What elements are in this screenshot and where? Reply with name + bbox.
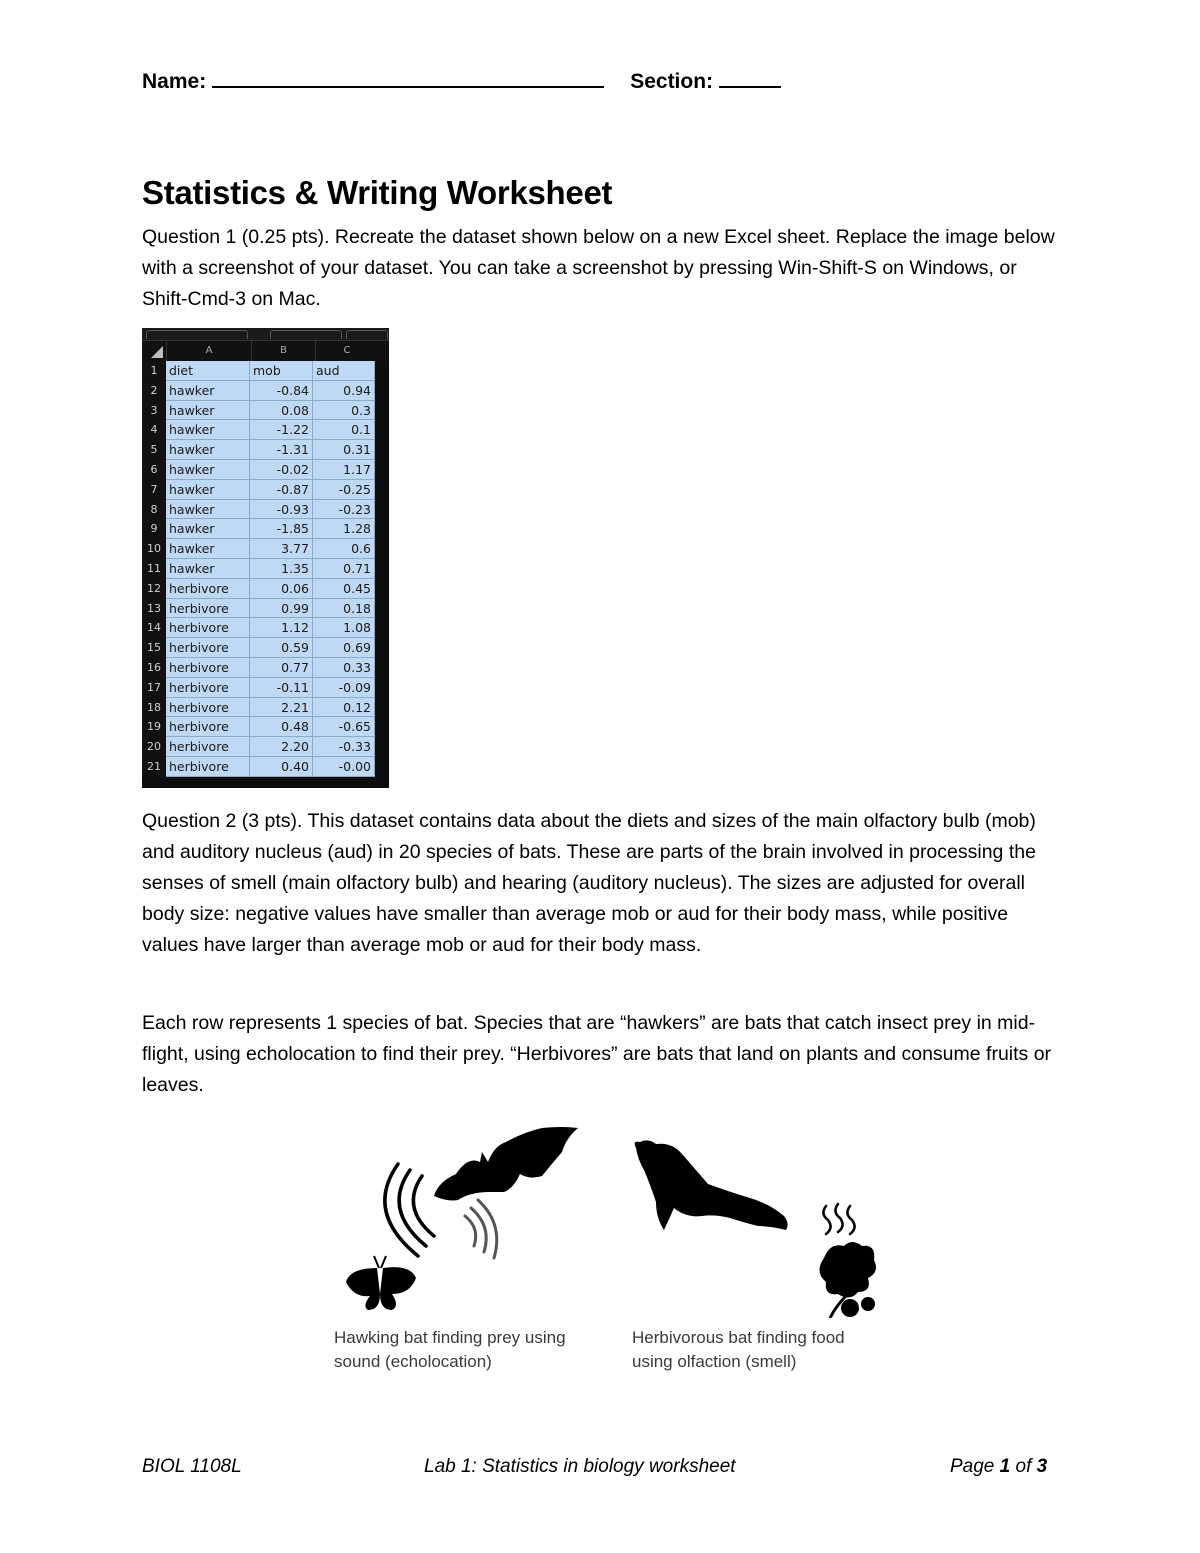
cell-diet: hawker [166,519,250,539]
row-number: 1 [142,361,166,381]
cell-aud: -0.09 [313,678,375,698]
cell-diet: herbivore [166,717,250,737]
echolocation-waves-icon [385,1164,434,1256]
cell-diet: hawker [166,420,250,440]
cell-diet: herbivore [166,638,250,658]
row-number: 20 [142,737,166,757]
caption-hawking-line1: Hawking bat finding prey using [334,1328,566,1347]
table-row [142,737,389,757]
cell-aud: 0.6 [313,539,375,559]
table-row [142,579,389,599]
cell-mob: 0.48 [250,717,313,737]
table-row [142,678,389,698]
table-row [142,500,389,520]
row-number: 2 [142,381,166,401]
sound-return-waves-icon [465,1200,497,1258]
diet-description-text: Each row represents 1 species of bat. Species that are “hawkers” are bats that catch insect prey in mid-flight, using echolocation to find their prey. “Herbivores” are bats that land on plants and consume fruits or leaves. [142,1012,1052,1096]
name-label: Name: [142,70,207,93]
row-number: 17 [142,678,166,698]
cell-diet: herbivore [166,698,250,718]
cell-diet: herbivore [166,658,250,678]
cell-aud: 0.69 [313,638,375,658]
spreadsheet-screenshot [142,328,389,788]
table-row [142,420,389,440]
column-header-a: A [166,341,251,361]
cell-diet: hawker [166,480,250,500]
cell-aud: 0.1 [313,420,375,440]
cell-mob: -0.84 [250,381,313,401]
table-row [142,361,389,381]
cell-aud: -0.25 [313,480,375,500]
cell-aud: 1.28 [313,519,375,539]
row-number: 6 [142,460,166,480]
cell-diet: herbivore [166,599,250,619]
table-row [142,480,389,500]
table-row [142,440,389,460]
cell-aud: 1.08 [313,618,375,638]
row-number: 11 [142,559,166,579]
cell-diet: hawker [166,500,250,520]
row-number: 19 [142,717,166,737]
cell-mob: 1.35 [250,559,313,579]
hawking-bat-icon [434,1127,578,1201]
sheet-toolbar [142,328,389,341]
table-row [142,698,389,718]
cell-diet: herbivore [166,737,250,757]
smell-wisps-icon [823,1204,854,1234]
question-1-text: Question 1 (0.25 pts). Recreate the dataset shown below on a new Excel sheet. Replace the image below with a screenshot of your dataset. You can take a screenshot by pressing Win-Shift-S on Windows, or Shift-Cmd-3 on Mac. [142,226,1055,310]
row-number: 14 [142,618,166,638]
select-all-corner [142,341,166,361]
cell-aud: aud [313,361,375,381]
cell-aud: -0.00 [313,757,375,777]
cell-aud: 0.94 [313,381,375,401]
table-row [142,559,389,579]
row-number: 9 [142,519,166,539]
row-number: 13 [142,599,166,619]
table-row [142,519,389,539]
row-number: 5 [142,440,166,460]
cell-diet: herbivore [166,678,250,698]
cell-mob: 2.21 [250,698,313,718]
row-number: 3 [142,401,166,421]
cell-mob: 1.12 [250,618,313,638]
caption-hawking-line2: sound (echolocation) [334,1352,492,1371]
footer-lab-title: Lab 1: Statistics in biology worksheet [424,1456,736,1477]
table-row [142,757,389,777]
cell-mob: -1.85 [250,519,313,539]
name-section-line [142,70,781,94]
cell-mob: 0.77 [250,658,313,678]
footer-page-number [950,1456,1047,1478]
row-number: 16 [142,658,166,678]
cell-diet: hawker [166,381,250,401]
question-2-text: Question 2 (3 pts). This dataset contains data about the diets and sizes of the main olfactory bulb (mob) and auditory nucleus (aud) in 20 species of bats. These are parts of the brain involved in processing the senses of smell (main olfactory bulb) and hearing (auditory nucleus). The sizes are adjusted for overall body size: negative values have smaller than average mob or aud for their body mass, while positive values have larger than average mob or aud for their body mass. [142,810,1036,956]
page-of: of [1010,1456,1037,1477]
cell-aud: -0.33 [313,737,375,757]
sheet-rows [142,361,389,777]
herbivorous-bat-icon [635,1140,788,1230]
table-row [142,638,389,658]
cell-mob: -1.22 [250,420,313,440]
bat-illustration [330,1118,900,1318]
table-row [142,658,389,678]
caption-herbivorous-line2: using olfaction (smell) [632,1352,797,1371]
section-blank[interactable] [719,72,781,88]
cell-diet: hawker [166,539,250,559]
cell-aud: 0.18 [313,599,375,619]
cell-mob: -0.93 [250,500,313,520]
row-number: 8 [142,500,166,520]
table-row [142,401,389,421]
cell-aud: 0.3 [313,401,375,421]
caption-hawking-bat [334,1326,566,1374]
cell-mob: 0.99 [250,599,313,619]
cell-mob: mob [250,361,313,381]
row-number: 7 [142,480,166,500]
row-number: 15 [142,638,166,658]
table-row [142,381,389,401]
cell-mob: -0.02 [250,460,313,480]
cell-aud: -0.65 [313,717,375,737]
row-number: 10 [142,539,166,559]
fruit-plant-icon [819,1242,876,1318]
row-number: 4 [142,420,166,440]
name-blank[interactable] [212,72,604,88]
page-prefix: Page [950,1456,1000,1477]
cell-mob: 0.08 [250,401,313,421]
table-row [142,599,389,619]
cell-mob: 3.77 [250,539,313,559]
cell-diet: diet [166,361,250,381]
cell-mob: -0.11 [250,678,313,698]
cell-mob: 0.06 [250,579,313,599]
cell-mob: 2.20 [250,737,313,757]
cell-mob: -0.87 [250,480,313,500]
cell-diet: hawker [166,401,250,421]
column-header-c: C [315,341,378,361]
caption-herbivorous-bat [632,1326,845,1374]
cell-diet: herbivore [166,618,250,638]
cell-aud: 0.71 [313,559,375,579]
table-row [142,539,389,559]
table-row [142,717,389,737]
row-number: 12 [142,579,166,599]
cell-diet: hawker [166,440,250,460]
cell-aud: 0.45 [313,579,375,599]
cell-aud: 1.17 [313,460,375,480]
row-number: 21 [142,757,166,777]
cell-aud: 0.33 [313,658,375,678]
cell-diet: herbivore [166,757,250,777]
page-current: 1 [999,1456,1011,1477]
butterfly-prey-icon [346,1256,416,1310]
section-label: Section: [630,70,714,93]
cell-diet: herbivore [166,579,250,599]
cell-aud: 0.12 [313,698,375,718]
cell-mob: 0.40 [250,757,313,777]
page-total: 3 [1036,1456,1048,1477]
table-row [142,460,389,480]
cell-diet: hawker [166,559,250,579]
column-header-b: B [251,341,315,361]
footer-course: BIOL 1108L [142,1456,242,1477]
worksheet-title: Statistics & Writing Worksheet [142,174,613,211]
table-row [142,618,389,638]
cell-diet: hawker [166,460,250,480]
column-header-row [142,341,389,361]
cell-mob: -1.31 [250,440,313,460]
cell-aud: 0.31 [313,440,375,460]
cell-mob: 0.59 [250,638,313,658]
caption-herbivorous-line1: Herbivorous bat finding food [632,1328,845,1347]
cell-aud: -0.23 [313,500,375,520]
row-number: 18 [142,698,166,718]
